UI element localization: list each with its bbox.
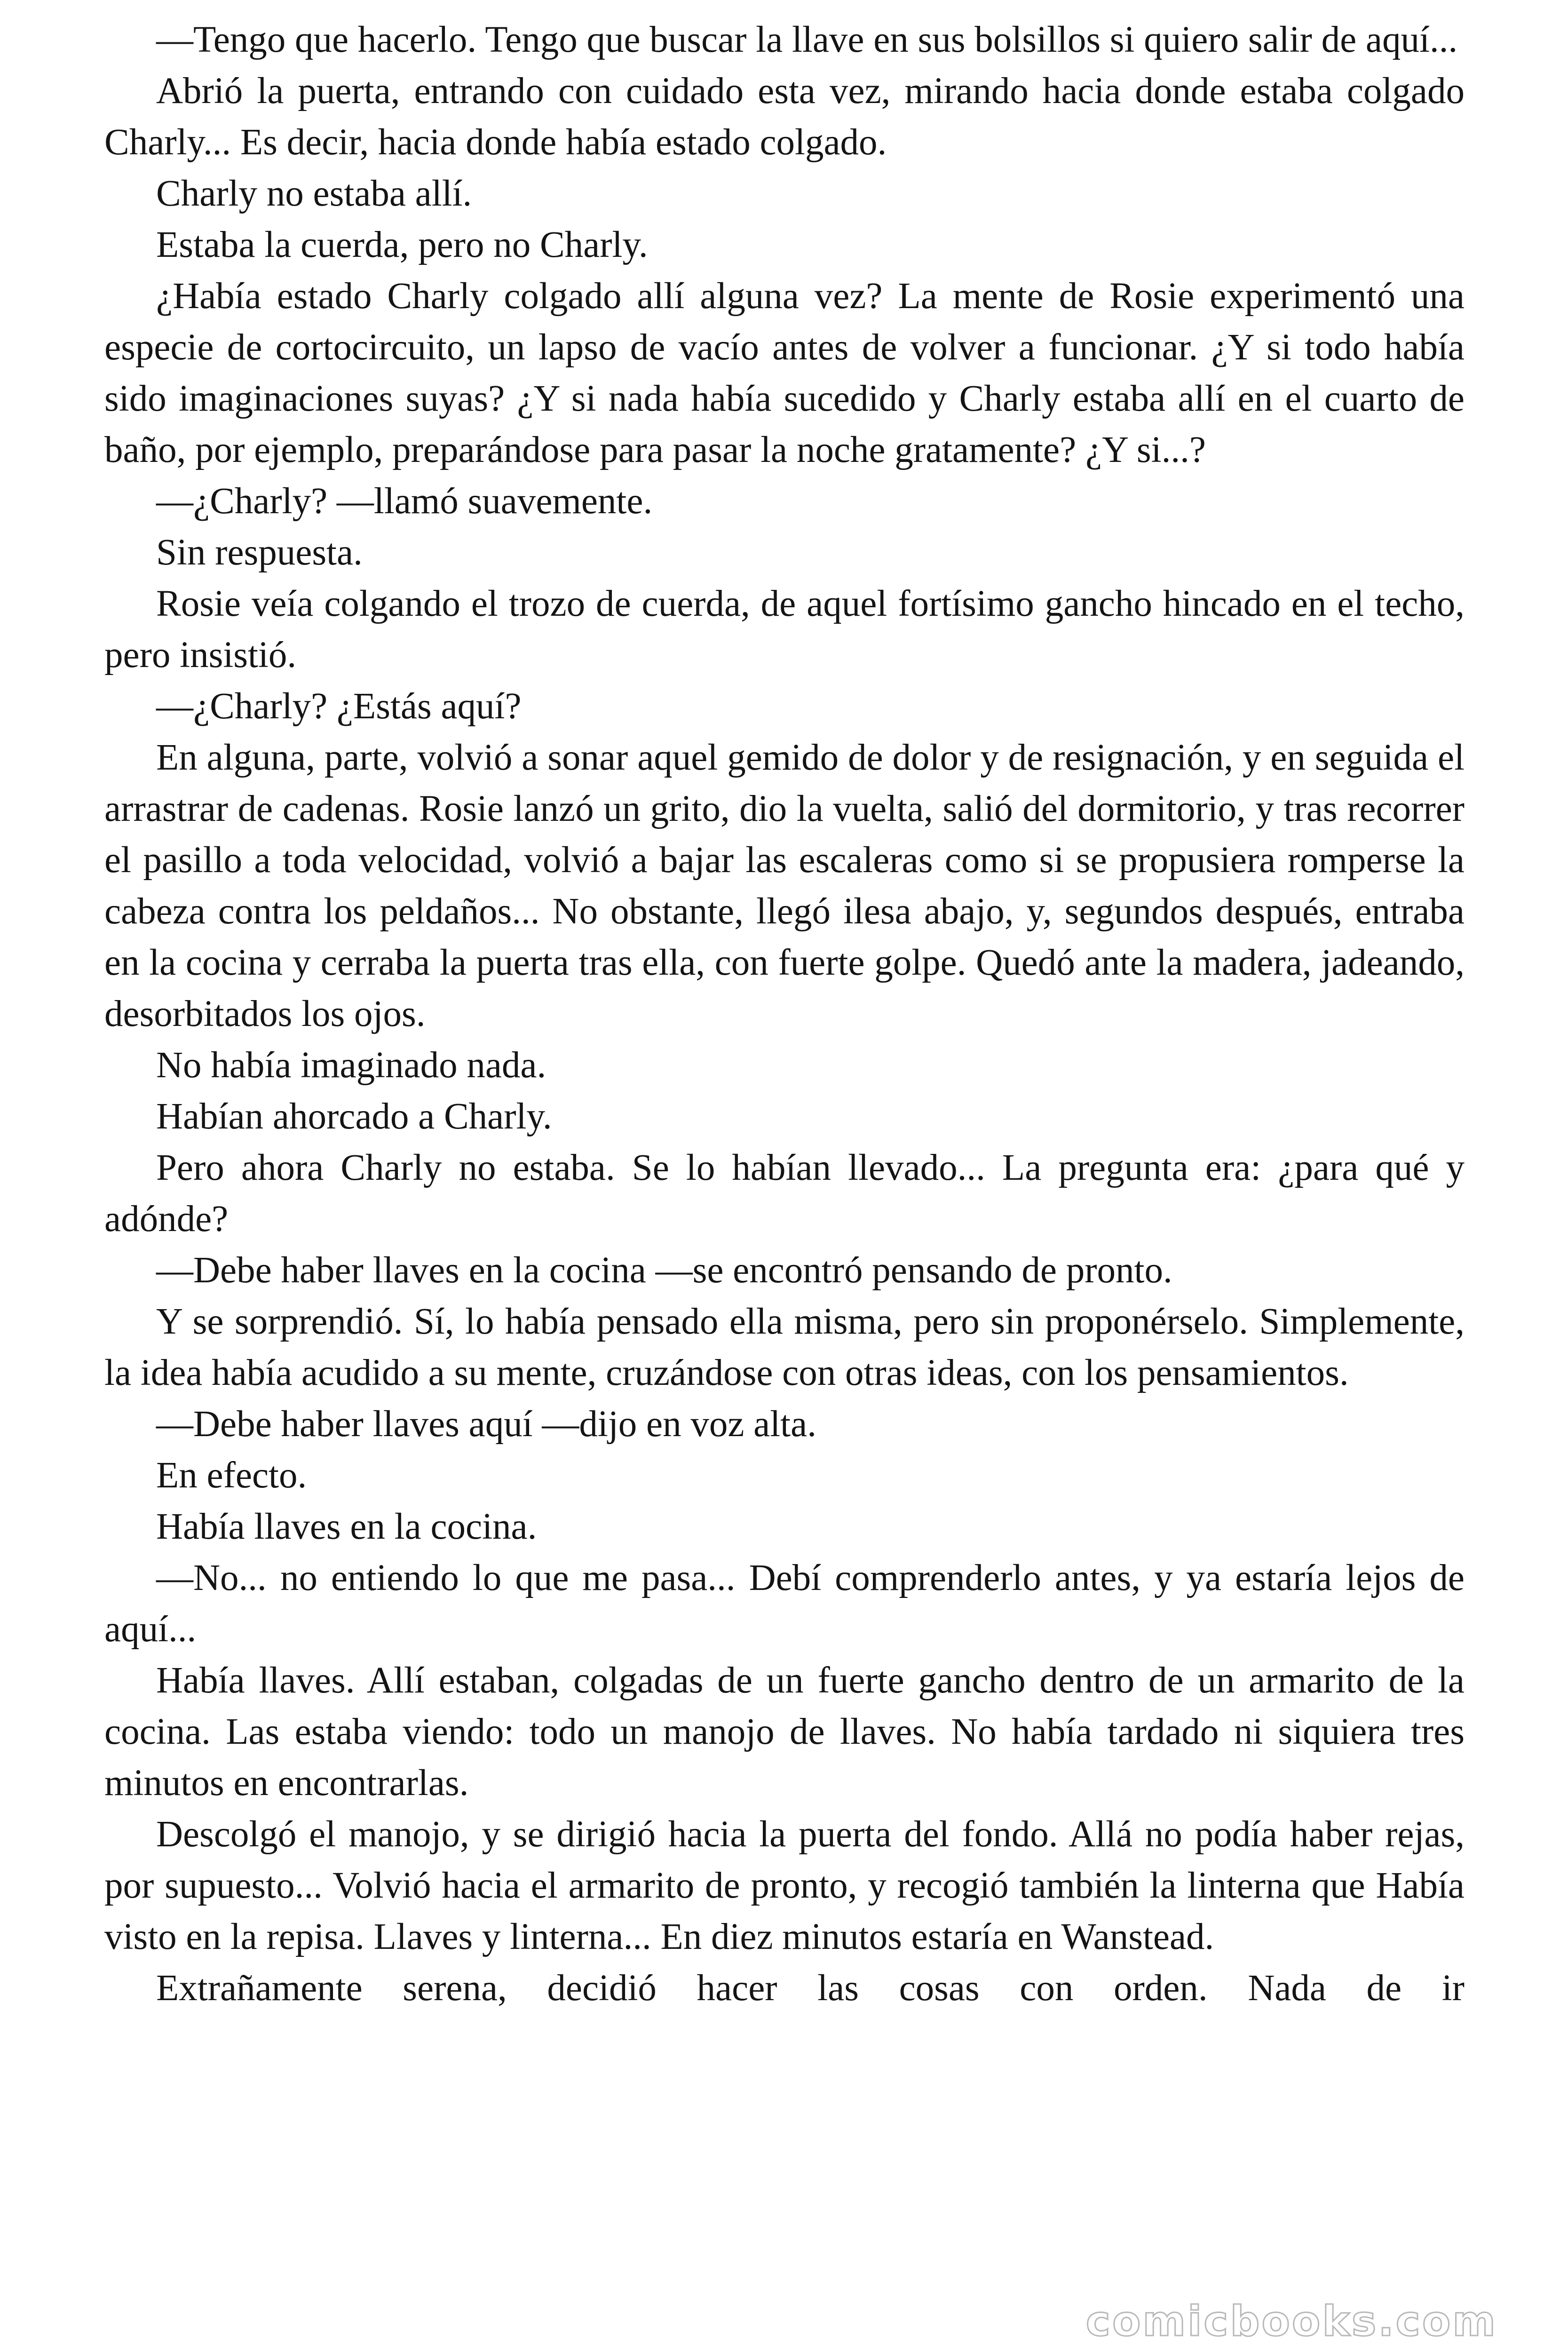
paragraph: —No... no entiendo lo que me pasa... Debí comprenderlo antes, y ya estaría lejos de aquí...	[104, 1557, 1465, 1650]
paragraph: Había llaves. Allí estaban, colgadas de un fuerte gancho dentro de un armarito de la cocina. Las estaba viendo: todo un manojo de llaves. No había tardado ni siquiera tres minutos en encontrarlas.	[104, 1660, 1465, 1804]
paragraph-continued: Extrañamente serena, decidió hacer las cosas con orden. Nada de ir	[156, 1968, 1465, 2009]
paragraph: —Debe haber llaves en la cocina —se encontró pensando de pronto.	[156, 1250, 1172, 1291]
paragraph: Pero ahora Charly no estaba. Se lo habían llevado... La pregunta era: ¿para qué y adónde?	[104, 1147, 1465, 1240]
watermark-logo: comicbooks.com	[1085, 2297, 1497, 2345]
paragraph: Descolgó el manojo, y se dirigió hacia la puerta del fondo. Allá no podía haber rejas, por supuesto... Volvió hacia el armarito de pronto, y recogió también la linterna que Había visto en la repisa. Llaves y linterna... En diez minutos estaría en Wanstead.	[104, 1814, 1465, 1957]
paragraph: —Debe haber llaves aquí —dijo en voz alta.	[156, 1404, 816, 1445]
paragraph: Habían ahorcado a Charly.	[156, 1096, 552, 1137]
paragraph: En alguna, parte, volvió a sonar aquel gemido de dolor y de resignación, y en seguida el arrastrar de cadenas. Rosie lanzó un grito, dio la vuelta, salió del dormitorio, y tras recorrer el pasillo a toda velocidad, volvió a bajar las escaleras como si se propusiera romperse la cabeza contra los peldaños... No obstante, llegó ilesa abajo, y, segundos después, entraba en la cocina y cerraba la puerta tras ella, con fuerte golpe. Quedó ante la madera, jadeando, desorbitados los ojos.	[104, 737, 1465, 1034]
paragraph: —Tengo que hacerlo. Tengo que buscar la llave en sus bolsillos si quiero salir de aquí...	[156, 19, 1458, 60]
paragraph: Y se sorprendió. Sí, lo había pensado ella misma, pero sin proponérselo. Simplemente, la idea había acudido a su mente, cruzándose con otras ideas, con los pensamientos.	[104, 1301, 1465, 1393]
paragraph: En efecto.	[156, 1455, 307, 1496]
paragraph: Rosie veía colgando el trozo de cuerda, de aquel fortísimo gancho hincado en el techo, pero insistió.	[104, 583, 1465, 675]
paragraph: Charly no estaba allí.	[156, 173, 472, 214]
paragraph: ¿Había estado Charly colgado allí alguna vez? La mente de Rosie experimentó una especie de cortocircuito, un lapso de vacío antes de volver a funcionar. ¿Y si todo había sido imaginaciones suyas? ¿Y si nada había sucedido y Charly estaba allí en el cuarto de baño, por ejemplo, preparándose para pasar la noche gratamente? ¿Y si...?	[104, 276, 1465, 470]
paragraph: No había imaginado nada.	[156, 1045, 546, 1086]
paragraph: —¿Charly? ¿Estás aquí?	[156, 686, 522, 727]
paragraph: —¿Charly? —llamó suavemente.	[156, 481, 653, 522]
paragraph: Había llaves en la cocina.	[156, 1506, 537, 1547]
book-page-text	[104, 14, 1465, 2014]
paragraph: Abrió la puerta, entrando con cuidado esta vez, mirando hacia donde estaba colgado Charly... Es decir, hacia donde había estado colgado.	[104, 71, 1465, 163]
paragraph: Estaba la cuerda, pero no Charly.	[156, 224, 648, 265]
paragraph: Sin respuesta.	[156, 532, 363, 573]
